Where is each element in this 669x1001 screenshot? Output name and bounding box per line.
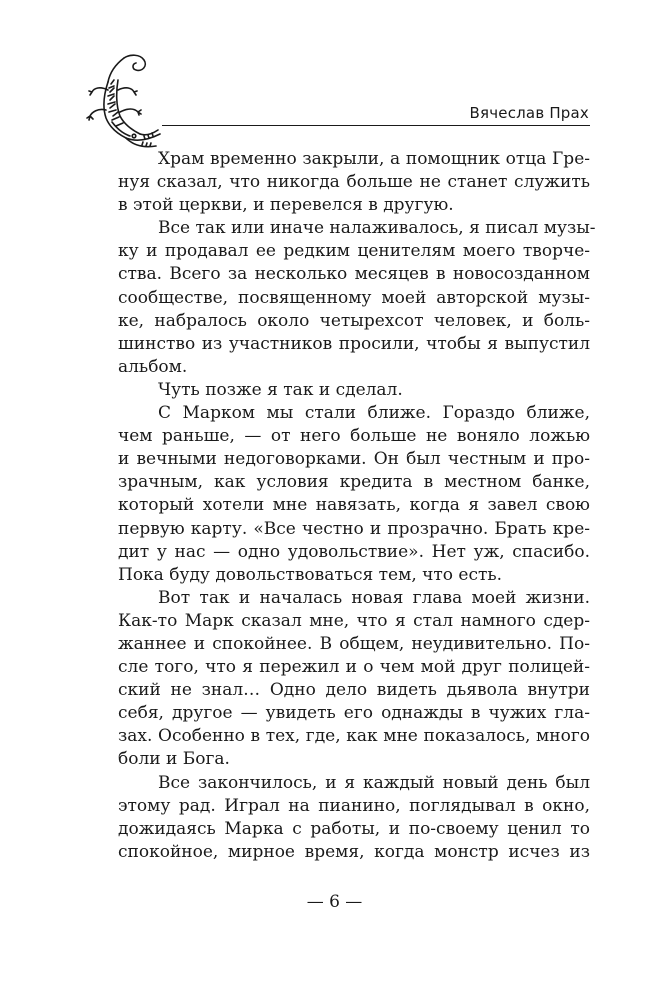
text-line: дожидаясь Марка с работы, и по-своему ценил то: [118, 818, 590, 839]
text-line: в этой церкви, и перевелся в другую.: [118, 195, 454, 216]
header-rule: [162, 125, 590, 126]
text-line: С Марком мы стали ближе. Гораздо ближе,: [158, 403, 590, 424]
text-line: этому рад. Играл на пианино, поглядывал в окно,: [118, 795, 590, 816]
text-line: зрачным, как условия кредита в местном банке,: [118, 472, 590, 493]
text-line: Пока буду довольствоваться тем, что есть.: [118, 564, 503, 585]
page-body: [118, 148, 596, 864]
text-line: зах. Особенно в тех, где, как мне показалось, много: [118, 726, 590, 747]
text-line: дит у нас — одно удовольствие». Нет уж, спасибо.: [118, 541, 590, 562]
text-line: спокойное, мирное время, когда монстр исчез из: [118, 841, 590, 862]
text-line: Вот так и началась новая глава моей жизни.: [158, 587, 590, 608]
running-header-author: Вячеслав Прах: [469, 104, 589, 122]
text-line: Храм временно закрыли, а помощник отца Гре-: [158, 149, 590, 169]
text-line: сле того, что я пережил и о чем мой друг полицей-: [118, 657, 590, 678]
text-line: ства. Всего за несколько месяцев в новосозданном: [118, 264, 590, 285]
text-line: ку и продавал ее редким ценителям моего творче-: [118, 241, 590, 262]
text-line: себя, другое — увидеть его однажды в чужих гла-: [118, 703, 590, 724]
text-line: чем раньше, — от него больше не воняло ложью: [118, 426, 590, 447]
text-line: первую карту. «Все честно и прозрачно. Брать кре-: [118, 518, 590, 539]
text-line: Чуть позже я так и сделал.: [158, 379, 403, 400]
text-line: шинство из участников просили, чтобы я выпустил: [118, 333, 590, 354]
text-line: жаннее и спокойнее. В общем, неудивительно. По-: [118, 633, 590, 654]
text-line: Как-то Марк сказал мне, что я стал намного сдер-: [118, 610, 590, 631]
text-line: ке, набралось около четырехсот человек, и боль-: [118, 310, 590, 331]
text-line: который хотели мне навязать, когда я завел свою: [118, 495, 590, 516]
text-line: и вечными недоговорками. Он был честным и про-: [118, 449, 590, 470]
page-number: — 6 —: [306, 892, 363, 912]
crocodile-icon: [78, 50, 170, 158]
text-line: боли и Бога.: [118, 749, 230, 770]
text-line: ский не знал… Одно дело видеть дьявола внутри: [118, 680, 590, 701]
text-line: нуя сказал, что никогда больше не станет служить: [118, 172, 590, 193]
text-line: альбом.: [118, 356, 188, 377]
text-line: Все закончилось, и я каждый новый день был: [158, 772, 590, 793]
text-line: сообществе, посвященному моей авторской музы-: [118, 287, 590, 308]
text-line: Все так или иначе налаживалось, я писал музы-: [158, 218, 596, 239]
